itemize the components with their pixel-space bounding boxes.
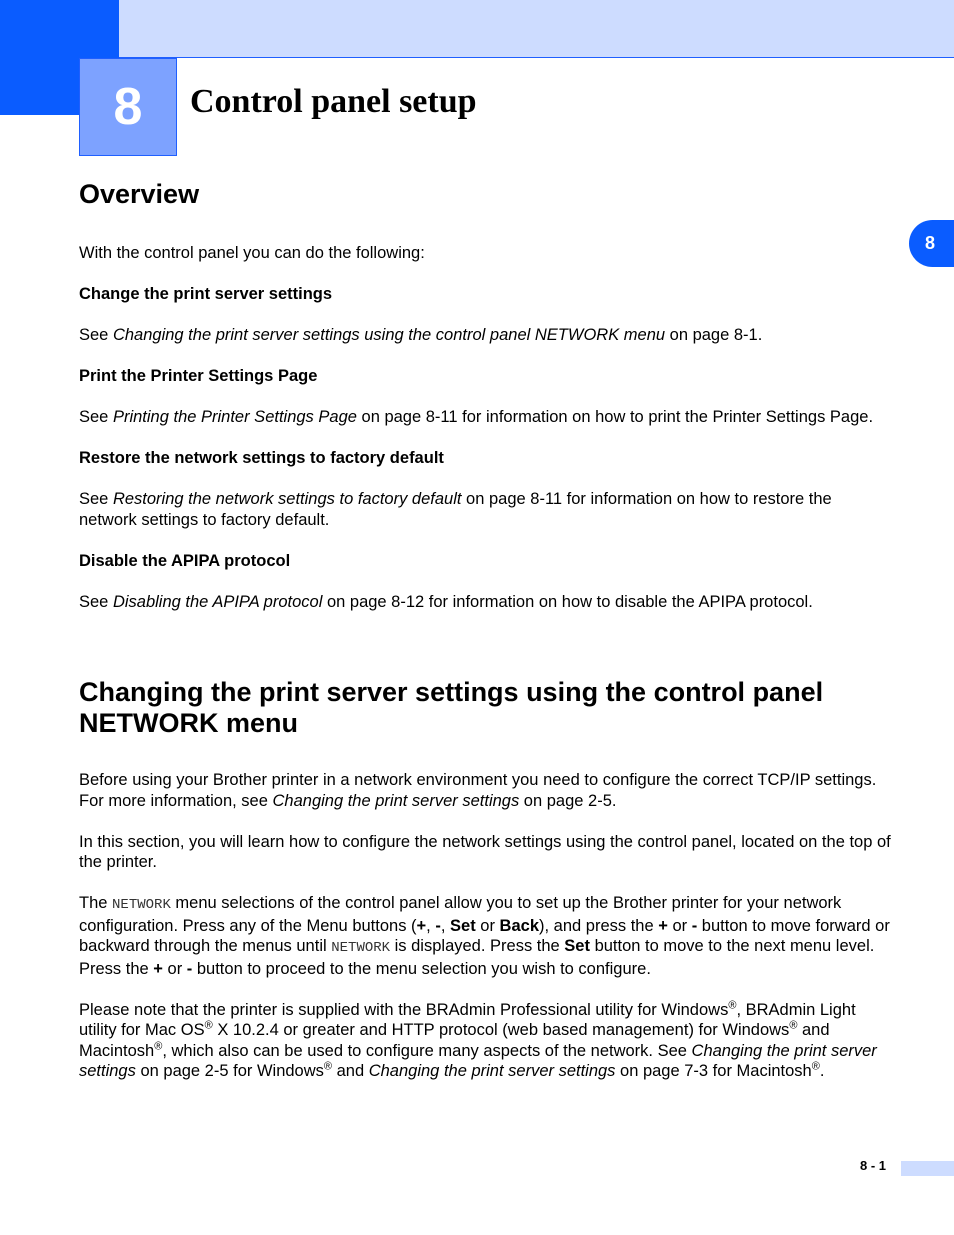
cross-reference-link[interactable]: Changing the print server settings	[79, 1041, 877, 1080]
section-paragraph-1: Before using your Brother printer in a network environment you need to configure the correct TCP/IP settings. For more information, see Changing the print server settings on page 2-5.	[79, 771, 877, 810]
side-tab-label: 8	[925, 233, 936, 253]
chapter-title: Control panel setup	[190, 83, 477, 120]
item-title-change-settings: Change the print server settings	[79, 285, 333, 303]
item-title-print-settings-page: Print the Printer Settings Page	[79, 367, 318, 385]
footer-bar	[901, 1161, 954, 1176]
chapter-side-tab[interactable]	[909, 220, 954, 267]
cross-reference-link[interactable]: Changing the print server settings	[272, 791, 520, 810]
cross-reference-link[interactable]: Disabling the APIPA protocol	[112, 592, 323, 611]
menu-name-code: NETWORK	[331, 940, 391, 956]
section-paragraph-4: Please note that the printer is supplied with the BRAdmin Professional utility for Windows®, BRAdmin Light utility for Mac OS® X 10.2.4 or greater and HTTP protocol (web based management) for Windows® and Macintosh®, which also can be used to configure many aspects of the network. See Changing the print server settings on page 2-5 for Windows® and Changing the print server settings on page 7-3 for Macintosh®.	[79, 999, 877, 1080]
item-body-disable-apipa: See Disabling the APIPA protocol on page 8-12 for information on how to disable the APIPA protocol.	[79, 592, 813, 611]
section-paragraph-2: In this section, you will learn how to configure the network settings using the control panel, located on the top of the printer.	[79, 832, 891, 871]
item-body-change-settings: See Changing the print server settings using the control panel NETWORK menu on page 8-1.	[79, 326, 763, 344]
overview-intro: With the control panel you can do the following:	[79, 244, 425, 262]
item-title-restore-defaults: Restore the network settings to factory default	[79, 449, 444, 467]
overview-heading: Overview	[79, 179, 200, 209]
section-paragraph-3: The NETWORK menu selections of the control panel allow you to set up the Brother printer for your network configuration. Press any of the Menu buttons (+, -, Set or Back), and press the + or - button to move forward or backward through the menus until NETWORK is displayed. Press the Set button to move to the next menu level. Press the + or - button to proceed to the menu selection you wish to configure.	[79, 894, 890, 978]
page-content	[79, 176, 894, 1082]
cross-reference-link[interactable]: Changing the print server settings	[368, 1062, 616, 1080]
cross-reference-link[interactable]: Printing the Printer Settings Page	[112, 408, 357, 426]
chapter-number-box: 8	[79, 58, 177, 156]
page-number: 8 - 1	[860, 1158, 887, 1173]
cross-reference-link[interactable]: Restoring the network settings to factory default	[112, 490, 462, 508]
menu-name-code: NETWORK	[112, 897, 171, 913]
item-title-disable-apipa: Disable the APIPA protocol	[79, 551, 291, 570]
section-heading: Changing the print server settings using the control panel NETWORK menu	[79, 677, 824, 738]
header-band	[0, 0, 954, 58]
item-body-print-settings-page: See Printing the Printer Settings Page on page 8-11 for information on how to print the Printer Settings Page.	[79, 408, 874, 426]
cross-reference-link[interactable]: Changing the print server settings using the control panel NETWORK menu	[112, 326, 666, 344]
item-body-restore-defaults: See Restoring the network settings to factory default on page 8-11 for information on how to restore the network settings to factory default.	[79, 490, 832, 529]
